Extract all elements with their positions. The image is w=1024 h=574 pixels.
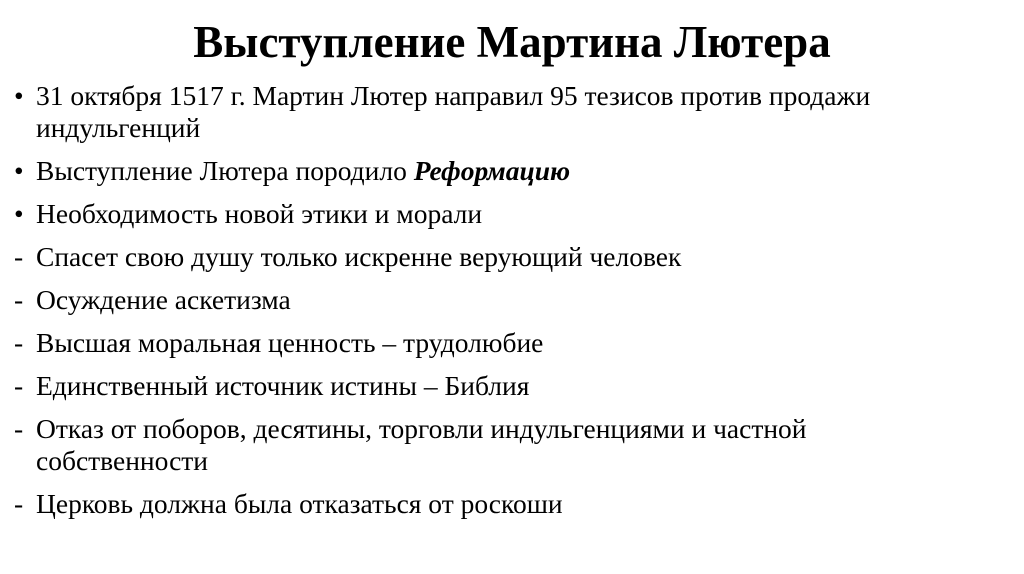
list-item bbox=[14, 198, 974, 230]
dash-marker: - bbox=[14, 327, 24, 358]
list-item-text: Выступление Лютера породило bbox=[36, 155, 414, 186]
list-item-text: Отказ от поборов, десятины, торговли индульгенциями и частной собственности bbox=[36, 413, 807, 476]
list-item-text: Спасет свою душу только искренне верующий человек bbox=[36, 241, 682, 272]
list-item bbox=[14, 241, 974, 273]
list-item-text: Необходимость новой этики и морали bbox=[36, 198, 483, 229]
list-item-text: Церковь должна была отказаться от роскоши bbox=[36, 488, 563, 519]
dash-marker: - bbox=[14, 284, 24, 315]
dash-marker: - bbox=[14, 370, 24, 401]
dash-marker: - bbox=[14, 488, 24, 519]
list-item bbox=[14, 370, 974, 402]
list-item bbox=[14, 327, 974, 359]
list-item bbox=[14, 413, 974, 477]
list-item bbox=[14, 80, 974, 144]
list-item-text: Единственный источник истины – Библия bbox=[36, 370, 530, 401]
bullet-marker: • bbox=[14, 198, 24, 229]
list-item bbox=[14, 155, 974, 187]
reformation-emphasis: Реформацию bbox=[413, 155, 571, 186]
dash-marker: - bbox=[14, 413, 24, 444]
list-item-text: Осуждение аскетизма bbox=[36, 284, 291, 315]
list-item-text: 31 октября 1517 г. Мартин Лютер направил 95 тезисов против продажи индульгенций bbox=[36, 80, 871, 143]
list-item bbox=[14, 284, 974, 316]
bullet-list bbox=[14, 80, 974, 531]
slide-title: Выступление Мартина Лютера bbox=[193, 17, 831, 67]
list-item-text: Высшая моральная ценность – трудолюбие bbox=[36, 327, 544, 358]
dash-marker: - bbox=[14, 241, 24, 272]
list-item bbox=[14, 488, 974, 520]
bullet-marker: • bbox=[14, 80, 24, 111]
bullet-marker: • bbox=[14, 155, 24, 186]
